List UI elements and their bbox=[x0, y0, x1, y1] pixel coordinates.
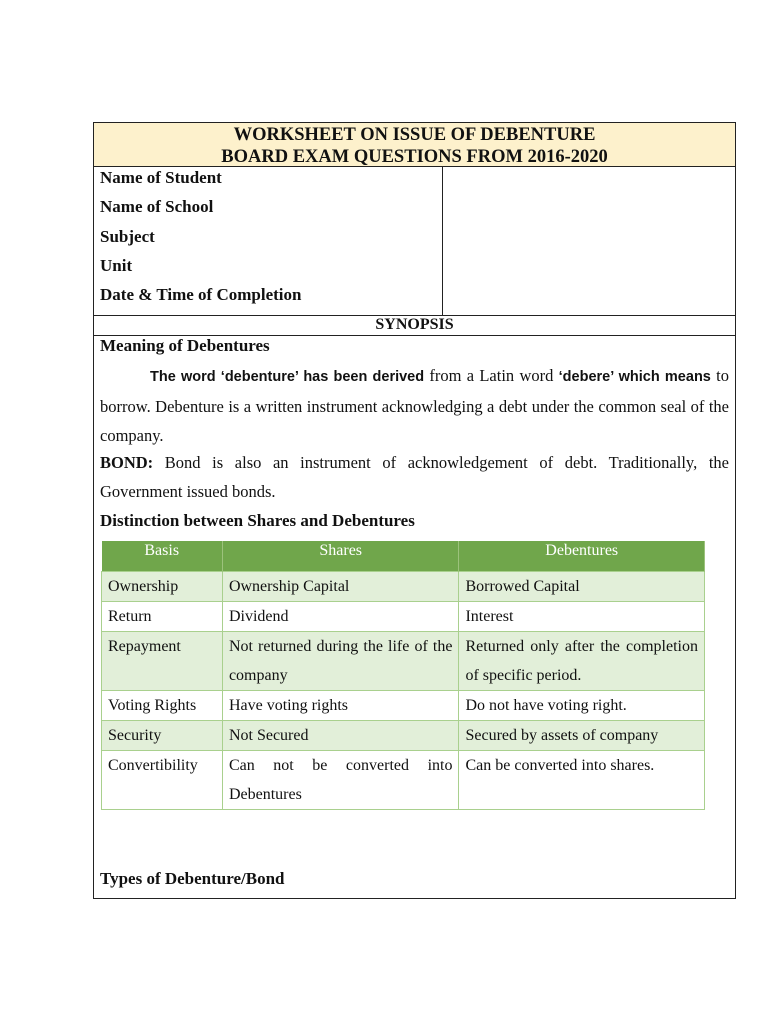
bond-paragraph bbox=[100, 448, 729, 506]
table-row bbox=[102, 691, 705, 721]
table-cell-basis: Convertibility bbox=[102, 751, 223, 810]
table-cell-shares: Can not be converted into Debentures bbox=[222, 751, 459, 810]
table-cell-shares: Not Secured bbox=[222, 721, 459, 751]
table-cell-basis: Repayment bbox=[102, 632, 223, 691]
distinction-table bbox=[101, 541, 705, 810]
table-cell-debentures: Borrowed Capital bbox=[459, 572, 705, 602]
table-cell-basis: Ownership bbox=[102, 572, 223, 602]
label-unit: Unit bbox=[100, 256, 133, 275]
student-info-section bbox=[94, 167, 735, 316]
types-heading: Types of Debenture/Bond bbox=[100, 869, 285, 888]
table-cell-shares: Have voting rights bbox=[222, 691, 459, 721]
distinction-heading: Distinction between Shares and Debentures bbox=[100, 511, 415, 530]
table-header-row bbox=[102, 541, 705, 572]
meaning-heading: Meaning of Debentures bbox=[100, 336, 270, 355]
synopsis-heading: SYNOPSIS bbox=[94, 315, 735, 336]
table-row bbox=[102, 751, 705, 810]
table-cell-debentures: Do not have voting right. bbox=[459, 691, 705, 721]
meaning-paragraph bbox=[100, 361, 729, 450]
table-cell-basis: Security bbox=[102, 721, 223, 751]
meaning-text-1: from a Latin word bbox=[424, 366, 559, 385]
worksheet-header bbox=[94, 123, 735, 167]
bond-label: BOND: bbox=[100, 453, 154, 472]
table-cell-debentures: Can be converted into shares. bbox=[459, 751, 705, 810]
table-row bbox=[102, 632, 705, 691]
info-values-cell[interactable] bbox=[443, 167, 735, 315]
bond-text: Bond is also an instrument of acknowledgement of debt. Traditionally, the Government issued bonds. bbox=[100, 453, 729, 501]
info-labels-cell bbox=[94, 167, 443, 315]
label-subject: Subject bbox=[100, 227, 155, 246]
table-cell-shares: Not returned during the life of the company bbox=[222, 632, 459, 691]
table-cell-shares: Dividend bbox=[222, 602, 459, 632]
label-name-of-student: Name of Student bbox=[100, 168, 222, 187]
meaning-bold-2: ‘debere’ which means bbox=[558, 369, 711, 385]
column-header-debentures: Debentures bbox=[459, 541, 705, 572]
column-header-basis: Basis bbox=[102, 541, 223, 572]
worksheet-subtitle: BOARD EXAM QUESTIONS FROM 2016-2020 bbox=[221, 147, 608, 167]
table-cell-basis: Voting Rights bbox=[102, 691, 223, 721]
table-cell-basis: Return bbox=[102, 602, 223, 632]
table-row bbox=[102, 602, 705, 632]
table-row bbox=[102, 572, 705, 602]
table-cell-debentures: Secured by assets of company bbox=[459, 721, 705, 751]
table-cell-debentures: Returned only after the completion of specific period. bbox=[459, 632, 705, 691]
worksheet-page bbox=[93, 122, 736, 899]
label-name-of-school: Name of School bbox=[100, 197, 214, 216]
table-cell-shares: Ownership Capital bbox=[222, 572, 459, 602]
column-header-shares: Shares bbox=[222, 541, 459, 572]
table-cell-debentures: Interest bbox=[459, 602, 705, 632]
worksheet-title: WORKSHEET ON ISSUE OF DEBENTURE bbox=[233, 125, 596, 145]
label-date-time-completion: Date & Time of Completion bbox=[100, 285, 302, 304]
table-row bbox=[102, 721, 705, 751]
meaning-bold-1: The word ‘debenture’ has been derived bbox=[150, 369, 425, 385]
meaning-text-2: to borrow. Debenture is a written instrument acknowledging a debt under the common seal of the company. bbox=[100, 366, 729, 445]
